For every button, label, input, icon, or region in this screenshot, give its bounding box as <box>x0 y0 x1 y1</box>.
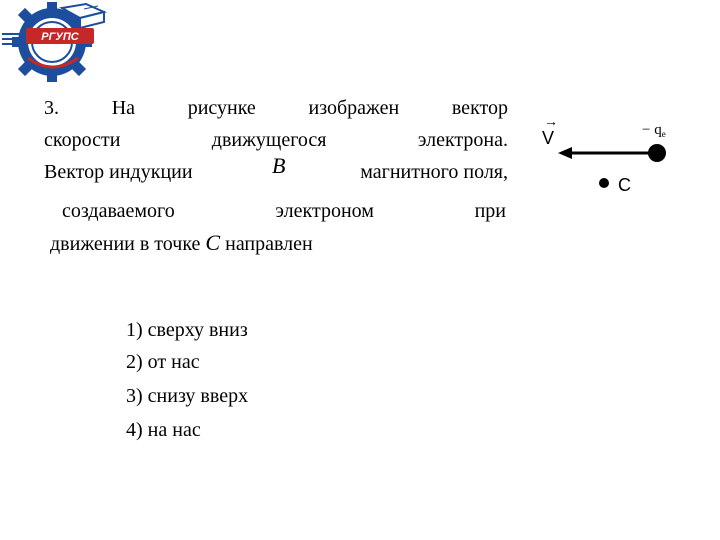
question-line-5-start: движении в точке <box>50 233 201 255</box>
question-line-3-start: Вектор индукции <box>44 161 193 183</box>
symbol-b: B <box>272 153 286 178</box>
point-c-dot <box>599 178 609 188</box>
velocity-arrowhead <box>558 147 572 159</box>
velocity-diagram <box>530 100 690 200</box>
electron-dot <box>648 144 666 162</box>
question-line-4: создаваемого электроном при <box>62 200 506 222</box>
rgups-logo <box>0 0 120 82</box>
question-line-3 <box>44 153 508 184</box>
answer-option-2[interactable]: 2) от нас <box>126 351 200 373</box>
answer-option-1[interactable]: 1) сверху вниз <box>126 319 248 341</box>
v-label: V <box>542 128 555 148</box>
question-line-3-end: магнитного поля, <box>360 161 508 183</box>
charge-subscript: e <box>661 129 666 139</box>
question-line-2: скорости движущегося электрона. <box>44 129 508 151</box>
question-line-1: 3. На рисунке изображен вектор <box>44 97 508 119</box>
question-line-5 <box>50 231 313 256</box>
symbol-c: C <box>205 230 221 255</box>
question-line-5-end: направлен <box>225 233 313 255</box>
logo-text: РГУПС <box>41 31 79 43</box>
charge-label <box>642 122 666 139</box>
answer-option-3[interactable]: 3) снизу вверх <box>126 385 249 407</box>
charge-label-text: − q <box>642 122 662 138</box>
answer-option-4[interactable]: 4) на нас <box>126 419 201 441</box>
point-c-label: C <box>618 175 631 195</box>
v-arrow-symbol: → <box>544 115 558 130</box>
